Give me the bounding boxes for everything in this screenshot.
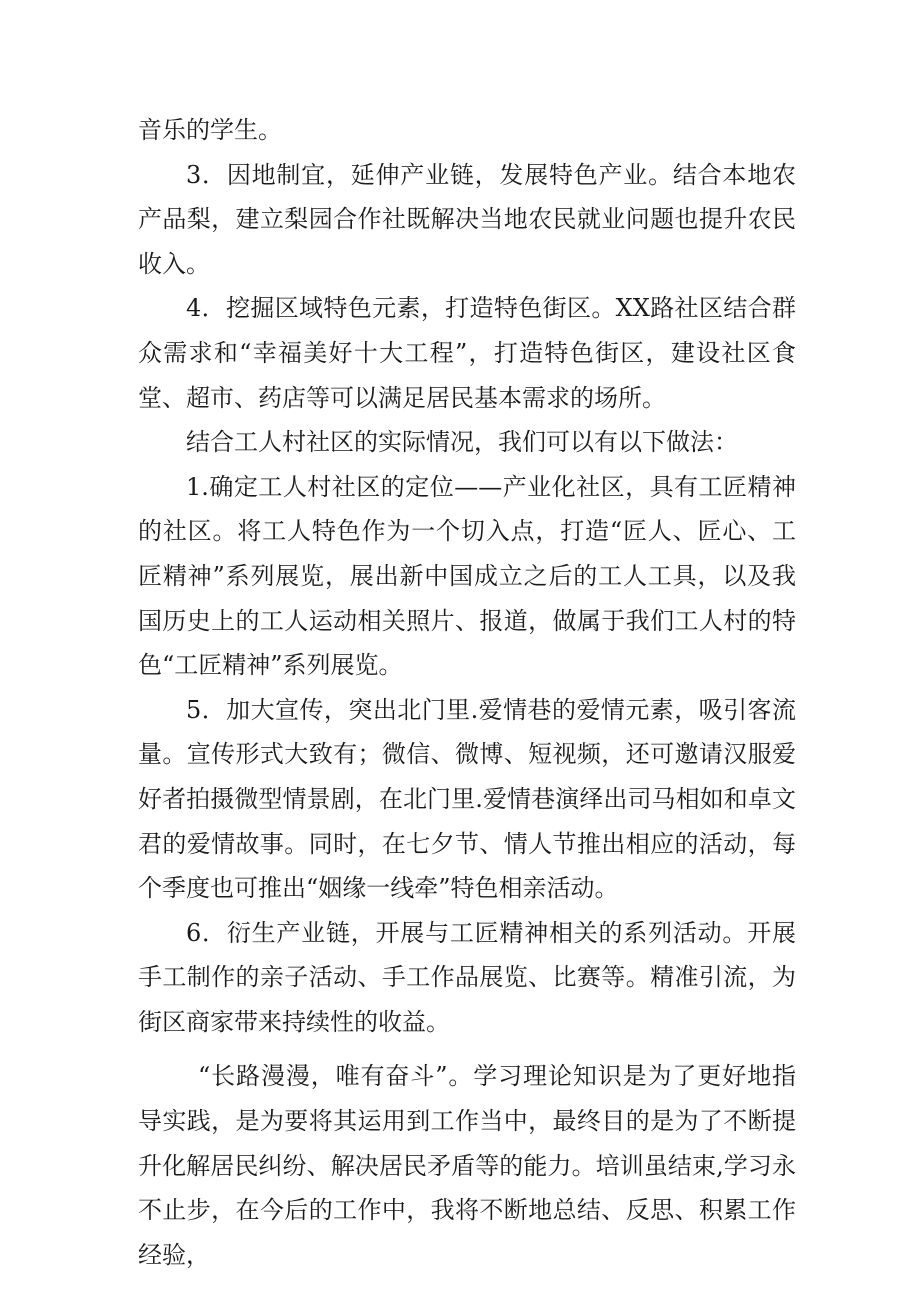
- paragraph-continuation: 音乐的学生。: [138, 116, 282, 144]
- document-body: [138, 108, 796, 1277]
- paragraph-item-5: 5．加大宣传，突出北门里.爱情巷的爱情元素，吸引客流量。宣传形式大致有；微信、微博、短视频，还可邀请汉服爱好者拍摄微型情景剧，在北门里.爱情巷演绎出司马相如和卓文君的爱情故事。同时，在七夕节、情人节推出相应的活动，每个季度也可推出“姻缘一线牵”特色相亲活动。: [138, 695, 796, 903]
- paragraph-item-6: 6．衍生产业链，开展与工匠精神相关的系列活动。开展手工制作的亲子活动、手工作品展览、比赛等。精准引流，为街区商家带来持续性的收益。: [138, 918, 796, 1036]
- paragraph-item-4: 4．挖掘区域特色元素，打造特色街区。XX路社区结合群众需求和“幸福美好十大工程”，打造特色街区，建设社区食堂、超市、药店等可以满足居民基本需求的场所。: [138, 294, 796, 412]
- paragraph-intro: 结合工人村社区的实际情况，我们可以有以下做法：: [186, 428, 738, 457]
- paragraph-item-1: 1.确定工人村社区的定位——产业化社区，具有工匠精神的社区。将工人特色作为一个切入点，打造“匠人、匠心、工匠精神”系列展览，展出新中国成立之后的工人工具，以及我国历史上的工人运动相关照片、报道，做属于我们工人村的特色“工匠精神”系列展览。: [138, 472, 796, 680]
- paragraph-item-3: 3．因地制宜，延伸产业链，发展特色产业。结合本地农产品梨，建立梨园合作社既解决当地农民就业问题也提升农民收入。: [138, 160, 796, 278]
- paragraph-conclusion: “长路漫漫，唯有奋斗”。学习理论知识是为了更好地指导实践，是为要将其运用到工作当中，最终目的是为了不断提升化解居民纠纷、解决居民矛盾等的能力。培训虽结束,学习永不止步，在今后的工作中，我将不断地总结、反思、积累工作经验，: [138, 1062, 796, 1269]
